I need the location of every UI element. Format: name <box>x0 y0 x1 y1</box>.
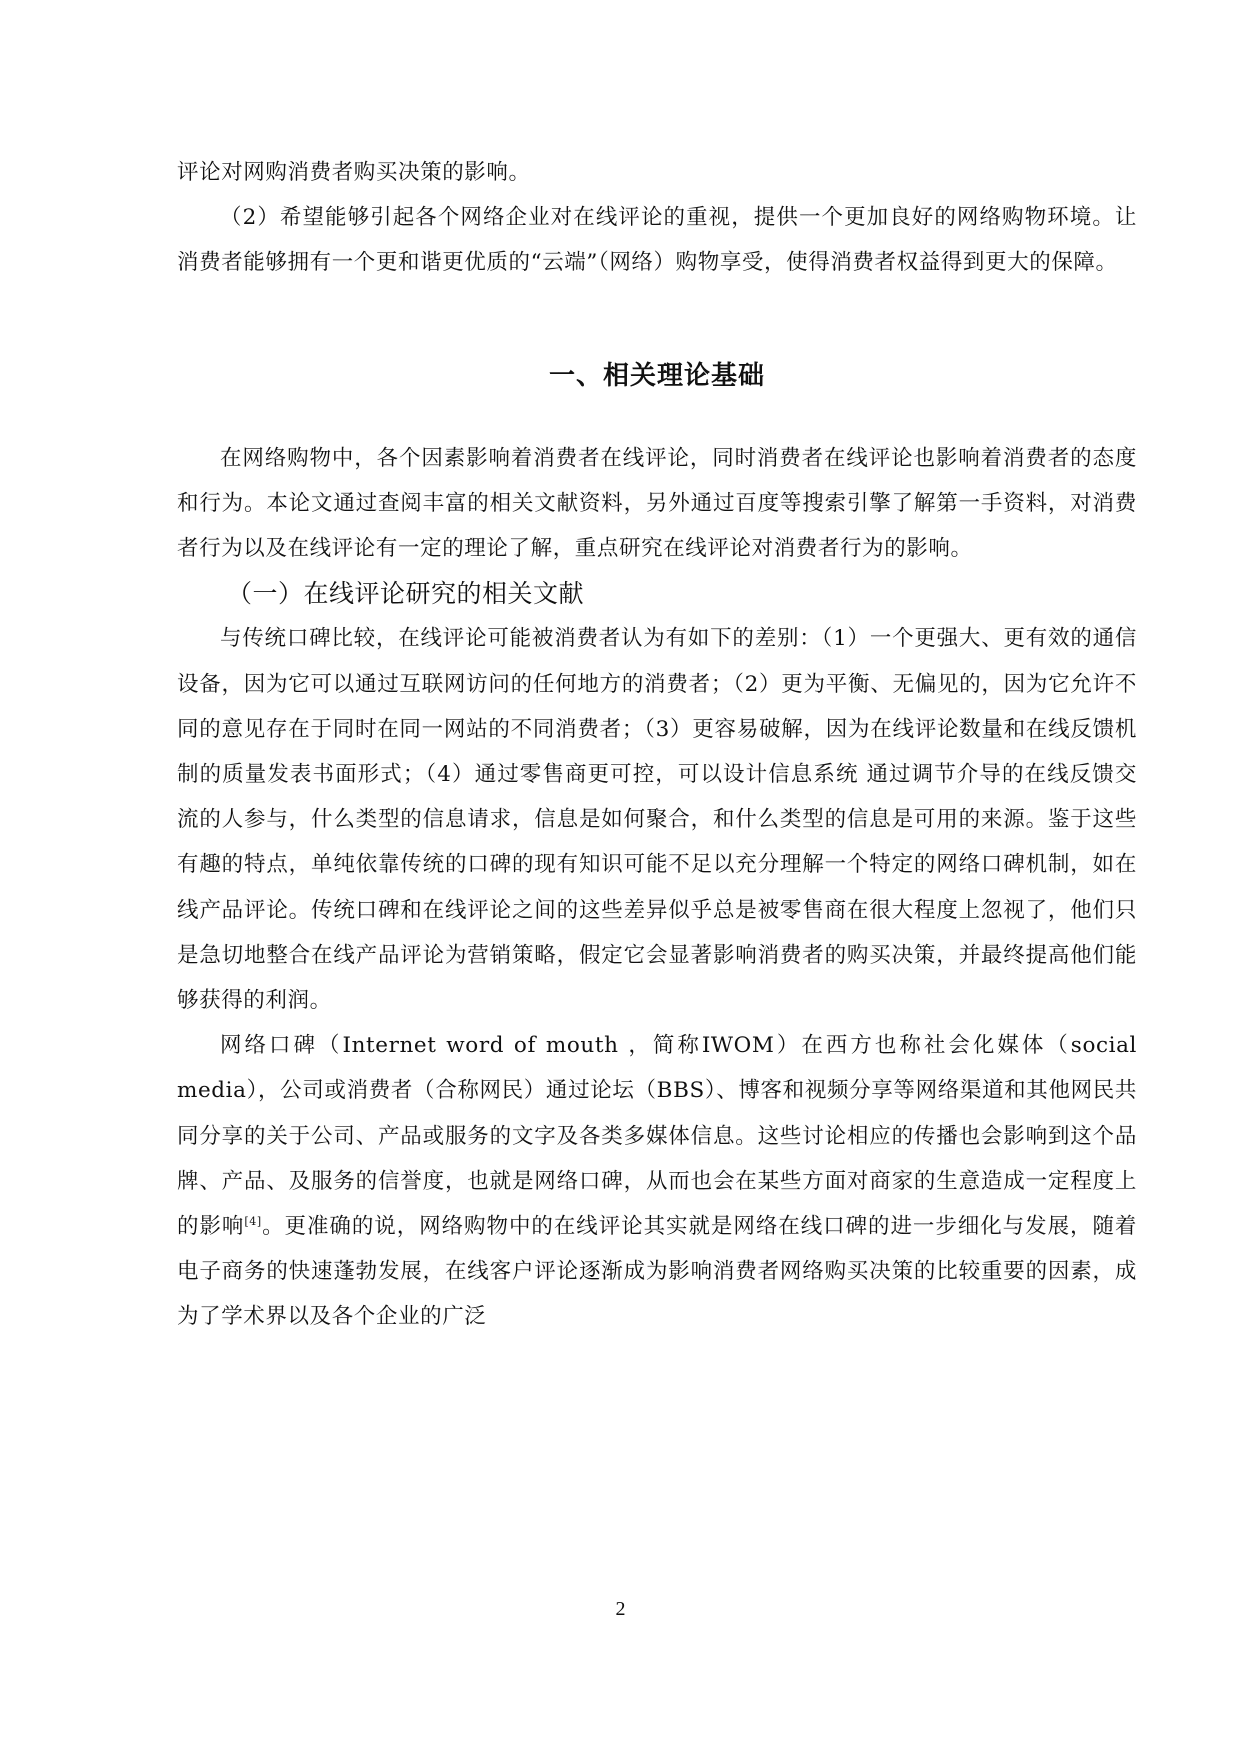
paragraph-iwom <box>177 1023 1137 1339</box>
page-content <box>177 150 1137 1340</box>
paragraph-continuation: 评论对网购消费者购买决策的影响。 <box>177 160 531 185</box>
spacer <box>177 286 1137 346</box>
citation-mark: [4] <box>244 1214 262 1228</box>
paragraph-objective-2: （2）希望能够引起各个网络企业对在线评论的重视，提供一个更加良好的网络购物环境。让消费者能够拥有一个更和谐更优质的“云端”（网络）购物享受，使得消费者权益得到更大的保障。 <box>177 205 1137 276</box>
paragraph-online-review-vs-wom: 与传统口碑比较，在线评论可能被消费者认为有如下的差别：（1）一个更强大、更有效的通信设备，因为它可以通过互联网访问的任何地方的消费者；（2）更为平衡、无偏见的，因为它允许不同的意见存在于同时在同一网站的不同消费者；（3）更容易破解，因为在线评论数量和在线反馈机制的质量发表书面形式；（4）通过零售商更可控，可以设计信息系统 通过调节介导的在线反馈交流的人参与，什么类型的信息请求，信息是如何聚合，和什么类型的信息是可用的来源。鉴于这些有趣的特点，单纯依靠传统的口碑的现有知识可能不足以充分理解一个特定的网络口碑机制，如在线产品评论。传统口碑和在线评论之间的这些差异似乎总是被零售商在很大程度上忽视了，他们只是急切地整合在线产品评论为营销策略，假定它会显著影响消费者的购买决策，并最终提高他们能够获得的利润。 <box>177 626 1137 1014</box>
paragraph-iwom-text-1: 网络口碑（Internet word of mouth ，简称IWOM）在西方也称社会化媒体（social media），公司或消费者（合称网民）通过论坛（BBS）、博客和视频分享等网络渠道和其他网民共同分享的关于公司、产品或服务的文字及各类多媒体信息。这些讨论相应的传播也会影响到这个品牌、产品、及服务的信誉度，也就是网络口碑，从而也会在某些方面对商家的生意造成一定程度上的影响 <box>177 1033 1137 1240</box>
page-number: 2 <box>615 1598 626 1620</box>
paragraph-iwom-text-2: 。更准确的说，网络购物中的在线评论其实就是网络在线口碑的进一步细化与发展，随着电子商务的快速蓬勃发展，在线客户评论逐渐成为影响消费者网络购买决策的比较重要的因素，成为了学术界以及各个企业的广泛 <box>177 1214 1138 1330</box>
spacer <box>177 406 1137 436</box>
subsection-heading: （一）在线评论研究的相关文献 <box>227 579 585 609</box>
paragraph-intro: 在网络购物中，各个因素影响着消费者在线评论，同时消费者在线评论也影响着消费者的态度和行为。本论文通过查阅丰富的相关文献资料，另外通过百度等搜索引擎了解第一手资料，对消费者行为以及在线评论有一定的理论了解，重点研究在线评论对消费者行为的影响。 <box>177 445 1137 562</box>
section-heading: 一、相关理论基础 <box>548 360 765 391</box>
